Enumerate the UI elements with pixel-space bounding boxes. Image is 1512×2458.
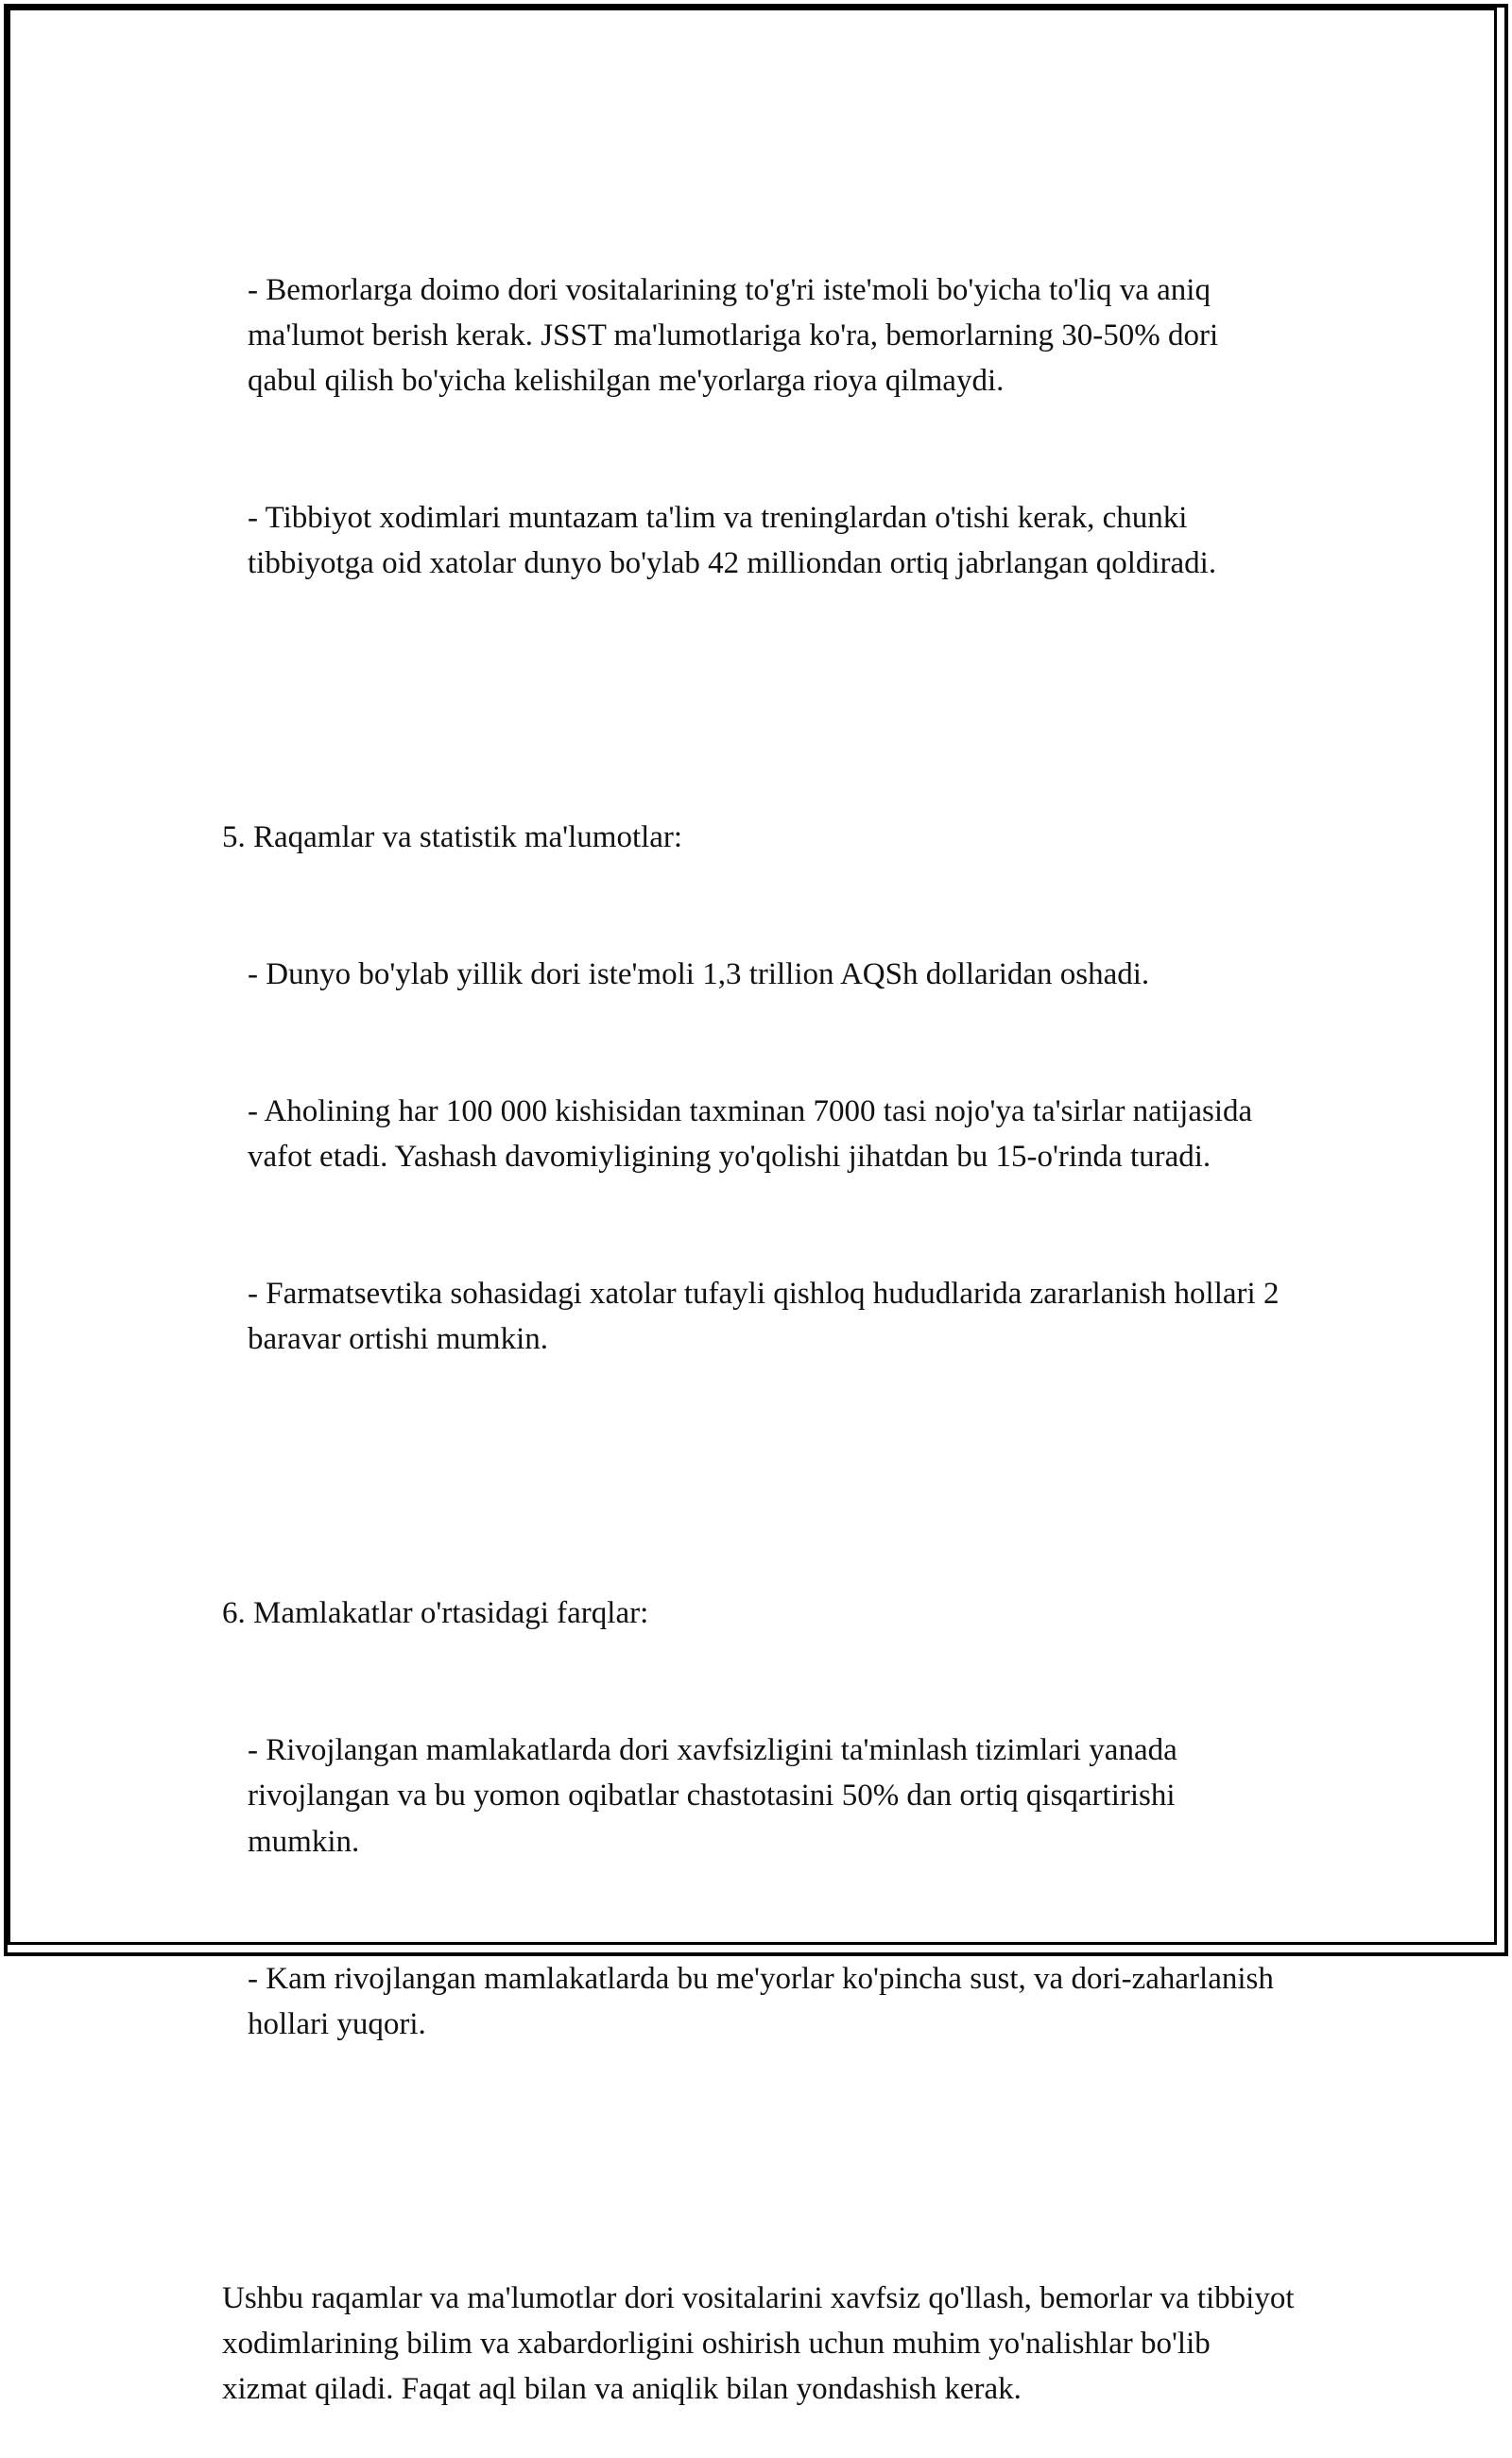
list-item: - Farmatsevtika sohasidagi xatolar tufayli qishloq hududlarida zararlanish hollari 2 baravar ortishi mumkin. [248,1277,1287,1357]
paragraph-gap [222,678,1295,723]
list-item: - Tibbiyot xodimlari muntazam ta'lim va treninglardan o'tishi kerak, chunki tibbiyotga oid xatolar dunyo bo'ylab 42 milliondan ortiq jabrlangan qoldiradi. [248,501,1217,581]
list-item: - Dunyo bo'ylab yillik dori iste'moli 1,3 trillion AQSh dollaridan oshadi. [248,957,1150,992]
document-body [222,176,1302,2458]
section-heading: 5. Raqamlar va statistik ma'lumotlar: [222,820,683,855]
list-item: - Rivojlangan mamlakatlarda dori xavfsizligini ta'minlash tizimlari yanada rivojlangan va bu yomon oqibatlar chastotasini 50% dan ortiq qisqartirishi mumkin. [248,1733,1185,1859]
paragraph-gap [222,2139,1295,2184]
paragraph-gap [222,1453,1295,1499]
list-item: - Aholining har 100 000 kishisidan taxminan 7000 tasi nojo'ya ta'sirlar natijasida vafot etadi. Yashash davomiyligining yo'qolishi jihatdan bu 15-o'rinda turadi. [248,1093,1261,1175]
conclusion-paragraph: Ushbu raqamlar va ma'lumotlar dori vositalarini xavfsiz qo'llash, bemorlar va tibbiyot xodimlarining bilim va xabardorligini oshirish uchun muhim yo'nalishlar bo'lib xizmat qiladi. Faqat aql bilan va aniqlik bilan yondashish kerak. [222,2280,1302,2407]
section-heading: 6. Mamlakatlar o'rtasidagi farqlar: [222,1596,649,1631]
list-item: - Kam rivojlangan mamlakatlarda bu me'yorlar ko'pincha sust, va dori-zaharlanish hollari yuqori. [248,1961,1282,2041]
list-item: - Bemorlarga doimo dori vositalarining to'g'ri iste'moli bo'yicha to'liq va aniq ma'lumot berish kerak. JSST ma'lumotlariga ko'ra, bemorlarning 30-50% dori qabul qilish bo'yicha kelishilgan me'yorlarga rioya qilmaydi. [248,272,1227,399]
